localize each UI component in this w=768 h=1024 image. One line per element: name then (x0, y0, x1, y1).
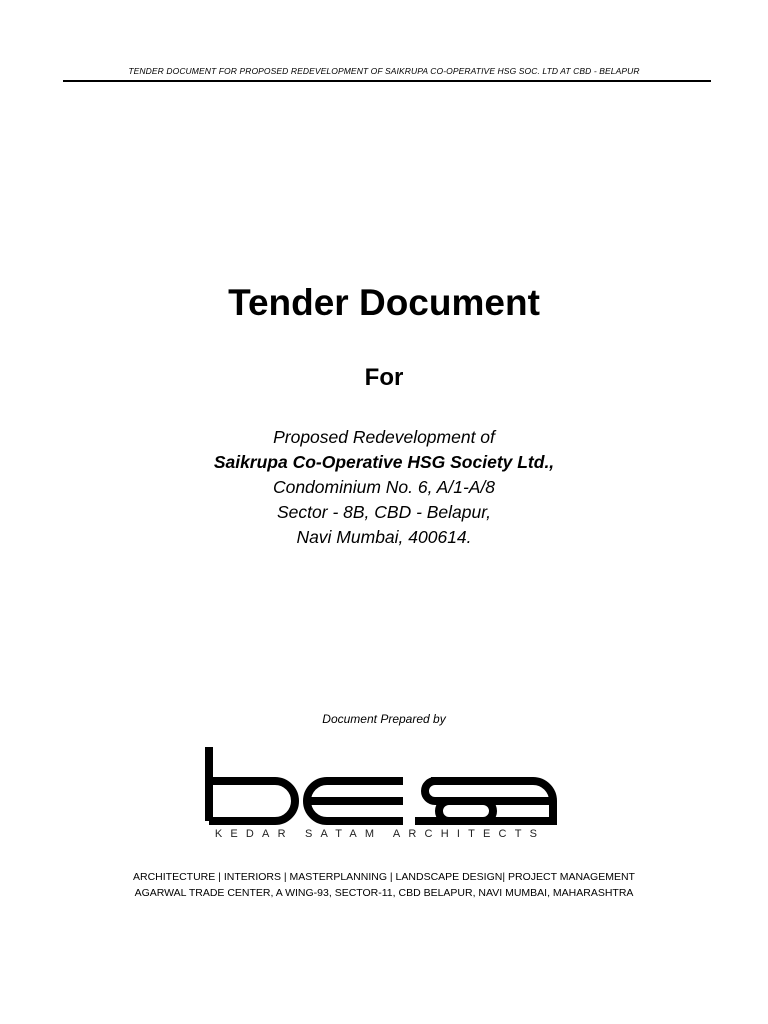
firm-services: ARCHITECTURE | INTERIORS | MASTERPLANNING | LANDSCAPE DESIGN| PROJECT MANAGEMENT (133, 871, 635, 883)
prepared-by-label: Document Prepared by (322, 712, 446, 726)
firm-address: AGARWAL TRADE CENTER, A WING-93, SECTOR-11, CBD BELAPUR, NAVI MUMBAI, MAHARASHTRA (134, 887, 634, 899)
project-line-3: Condominium No. 6, A/1-A/8 (272, 477, 496, 497)
project-details (0, 425, 768, 550)
page-header: TENDER DOCUMENT FOR PROPOSED REDEVELOPMENT OF SAIKRUPA CO-OPERATIVE HSG SOC. LTD AT CBD - BELAPUR (128, 66, 640, 76)
firm-name: KEDAR SATAM ARCHITECTS (214, 828, 546, 840)
for-label: For (364, 364, 404, 391)
ksa-logo-icon (203, 745, 557, 825)
project-line-4: Sector - 8B, CBD - Belapur, (277, 502, 491, 522)
project-line-1: Proposed Redevelopment of (273, 427, 495, 447)
document-title: Tender Document (228, 282, 540, 323)
header-rule (63, 80, 711, 82)
project-line-5: Navi Mumbai, 400614. (296, 527, 472, 547)
society-name: Saikrupa Co-Operative HSG Society Ltd., (213, 452, 555, 472)
